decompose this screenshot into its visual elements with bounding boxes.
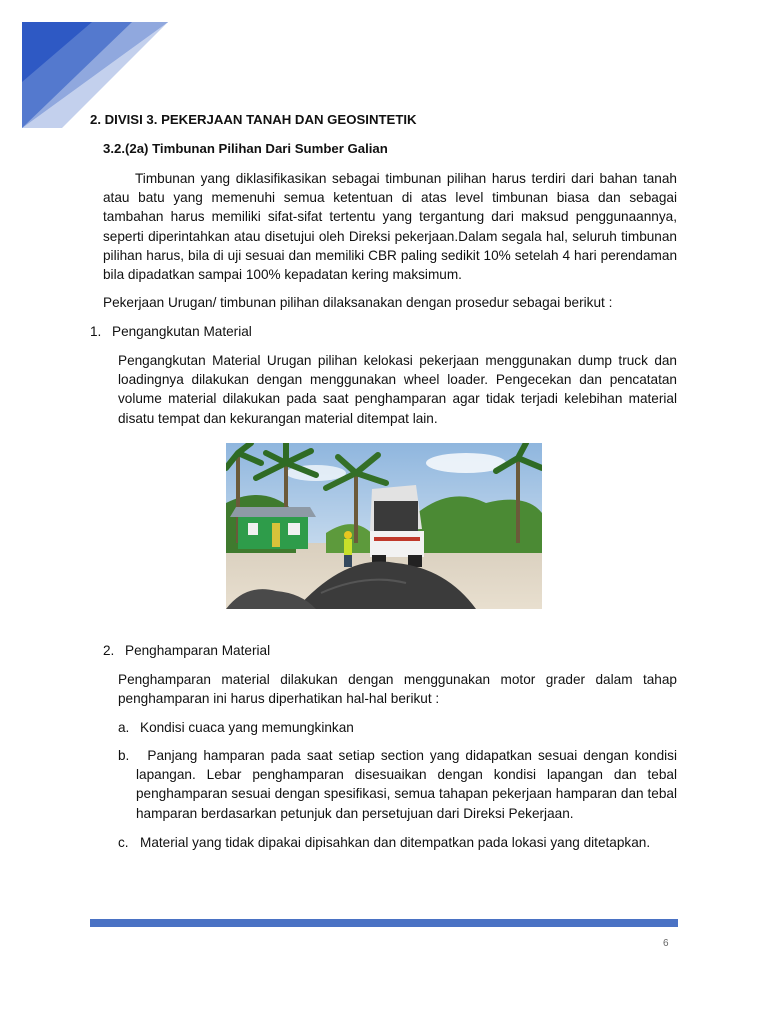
page-number: 6	[663, 938, 669, 949]
sub-item-b-marker: b.	[118, 748, 130, 763]
intro-paragraph: Timbunan yang diklasifikasikan sebagai timbunan pilihan harus terdiri dari bahan tanah atau batu yang memenuhi semua ketentuan di atas level timbunan biasa dan sebagai tambahan harus memiliki sifat-sifat tertentu yang tergantung dari maksud penggunaannya, seperti diperintahkan atau disetujui oleh Direksi pekerjaan.Dalam segala hal, seluruh timbunan pilihan harus, bila di uji sesuai dan memiliki CBR paling sedikit 10% setelah 4 hari perendaman bila dipadatkan sampai 100% kepadatan kering maksimum.	[103, 171, 677, 283]
sub-item-b	[118, 746, 677, 823]
sub-item-a	[118, 718, 677, 737]
list-item-1-heading	[90, 322, 252, 341]
dump-truck-photo	[226, 443, 542, 609]
list-item-1-number: 1.	[90, 324, 102, 339]
list-item-1-title: Pengangkutan Material	[112, 324, 252, 339]
sub-item-b-text: Panjang hamparan pada saat setiap section yang didapatkan sesuai dengan kondisi lapangan. Lebar penghamparan disesuaikan dengan kondisi lapangan dan tebal penghamparan sesuai dengan spesifikasi, semua tahapan pekerjaan hamparan dan tebal hamparan berdasarkan petunjuk dan persetujuan dari Direksi Pekerjaan.	[136, 748, 677, 821]
subsection-heading: 3.2.(2a) Timbunan Pilihan Dari Sumber Galian	[103, 141, 388, 156]
list-item-2-body: Penghamparan material dilakukan dengan menggunakan motor grader dalam tahap penghamparan ini harus diperhatikan hal-hal berikut :	[118, 672, 677, 707]
sub-item-a-text: Kondisi cuaca yang memungkinkan	[140, 720, 354, 735]
sub-item-c	[118, 833, 677, 852]
sub-item-a-marker: a.	[118, 720, 130, 735]
list-item-2-number: 2.	[103, 643, 115, 658]
list-item-2-heading	[103, 641, 270, 660]
sub-item-c-text: Material yang tidak dipakai dipisahkan dan ditempatkan pada lokasi yang ditetapkan.	[140, 835, 651, 850]
procedure-paragraph: Pekerjaan Urugan/ timbunan pilihan dilaksanakan dengan prosedur sebagai berikut :	[103, 295, 613, 310]
sub-item-b-block	[118, 746, 677, 823]
sub-item-c-marker: c.	[118, 835, 129, 850]
footer-divider	[90, 919, 678, 927]
list-item-1-body: Pengangkutan Material Urugan pilihan kelokasi pekerjaan menggunakan dump truck dan loadingnya dilakukan dengan menggunakan wheel loader. Pengecekan dan pencatatan volume material dilakukan pada saat penghamparan agar tidak terjadi kelebihan material disatu tempat dan kekurangan material ditempat lain.	[118, 353, 677, 426]
list-item-2-title: Penghamparan Material	[125, 643, 271, 658]
section-heading: 2. DIVISI 3. PEKERJAAN TANAH DAN GEOSINTETIK	[90, 112, 417, 127]
